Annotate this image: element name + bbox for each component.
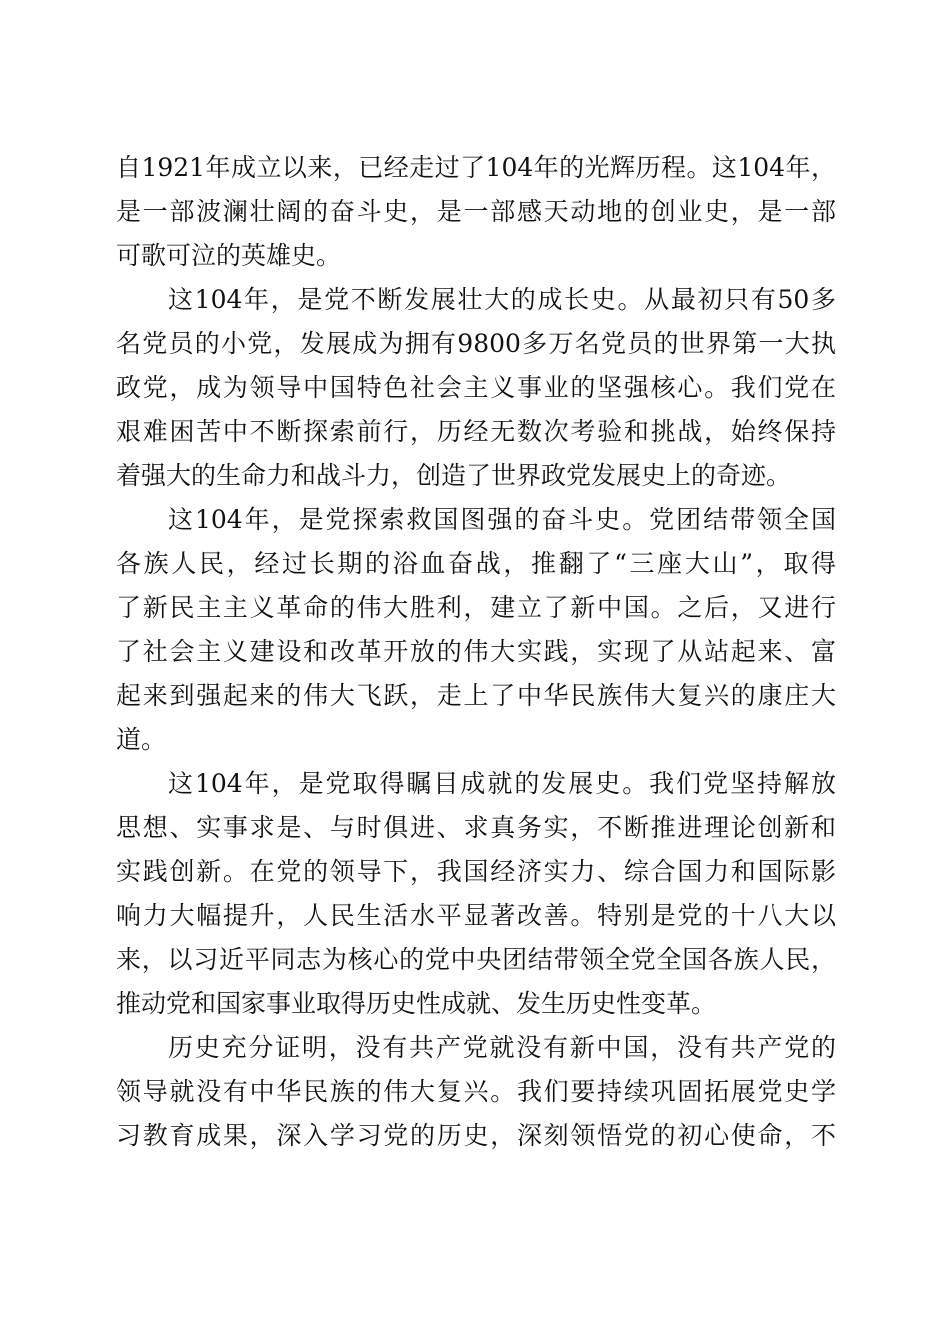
text-line: 各族人民，经过长期的浴血奋战，推翻了“三座大山”，取得 — [116, 549, 836, 578]
text-line: 艰难困苦中不断探索前行，历经无数次考验和挑战，始终保持 — [116, 417, 836, 446]
text-line: 这104年，是党取得瞩目成就的发展史。我们党坚持解放 — [168, 769, 836, 798]
text-line: 领导就没有中华民族的伟大复兴。我们要持续巩固拓展党史学 — [116, 1077, 836, 1106]
text-line: 这104年，是党探索救国图强的奋斗史。党团结带领全国 — [168, 505, 836, 534]
text-line: 起来到强起来的伟大飞跃，走上了中华民族伟大复兴的康庄大 — [116, 681, 836, 710]
text-line: 名党员的小党，发展成为拥有9800多万名党员的世界第一大执 — [116, 329, 836, 358]
text-line: 来，以习近平同志为核心的党中央团结带领全党全国各族人民， — [116, 945, 836, 974]
text-line: 历史充分证明，没有共产党就没有新中国，没有共产党的 — [168, 1033, 836, 1062]
text-line: 是一部波澜壮阔的奋斗史，是一部感天动地的创业史，是一部 — [116, 197, 836, 226]
text-line: 这104年，是党不断发展壮大的成长史。从最初只有50多 — [168, 285, 836, 314]
text-line: 推动党和国家事业取得历史性成就、发生历史性变革。 — [116, 989, 717, 1018]
text-line: 思想、实事求是、与时俱进、求真务实，不断推进理论创新和 — [116, 813, 836, 842]
text-line: 政党，成为领导中国特色社会主义事业的坚强核心。我们党在 — [116, 373, 836, 402]
text-line: 习教育成果，深入学习党的历史，深刻领悟党的初心使命，不 — [116, 1121, 836, 1150]
text-line: 了新民主主义革命的伟大胜利，建立了新中国。之后，又进行 — [116, 593, 836, 622]
text-line: 响力大幅提升，人民生活水平显著改善。特别是党的十八大以 — [116, 901, 836, 930]
text-line: 着强大的生命力和战斗力，创造了世界政党发展史上的奇迹。 — [116, 461, 792, 490]
document-body — [116, 146, 836, 1158]
text-line: 了社会主义建设和改革开放的伟大实践，实现了从站起来、富 — [116, 637, 836, 666]
text-line: 可歌可泣的英雄史。 — [116, 241, 342, 270]
text-line: 自1921年成立以来，已经走过了104年的光辉历程。这104年， — [116, 153, 836, 182]
text-line: 实践创新。在党的领导下，我国经济实力、综合国力和国际影 — [116, 857, 836, 886]
text-line: 道。 — [116, 725, 167, 754]
